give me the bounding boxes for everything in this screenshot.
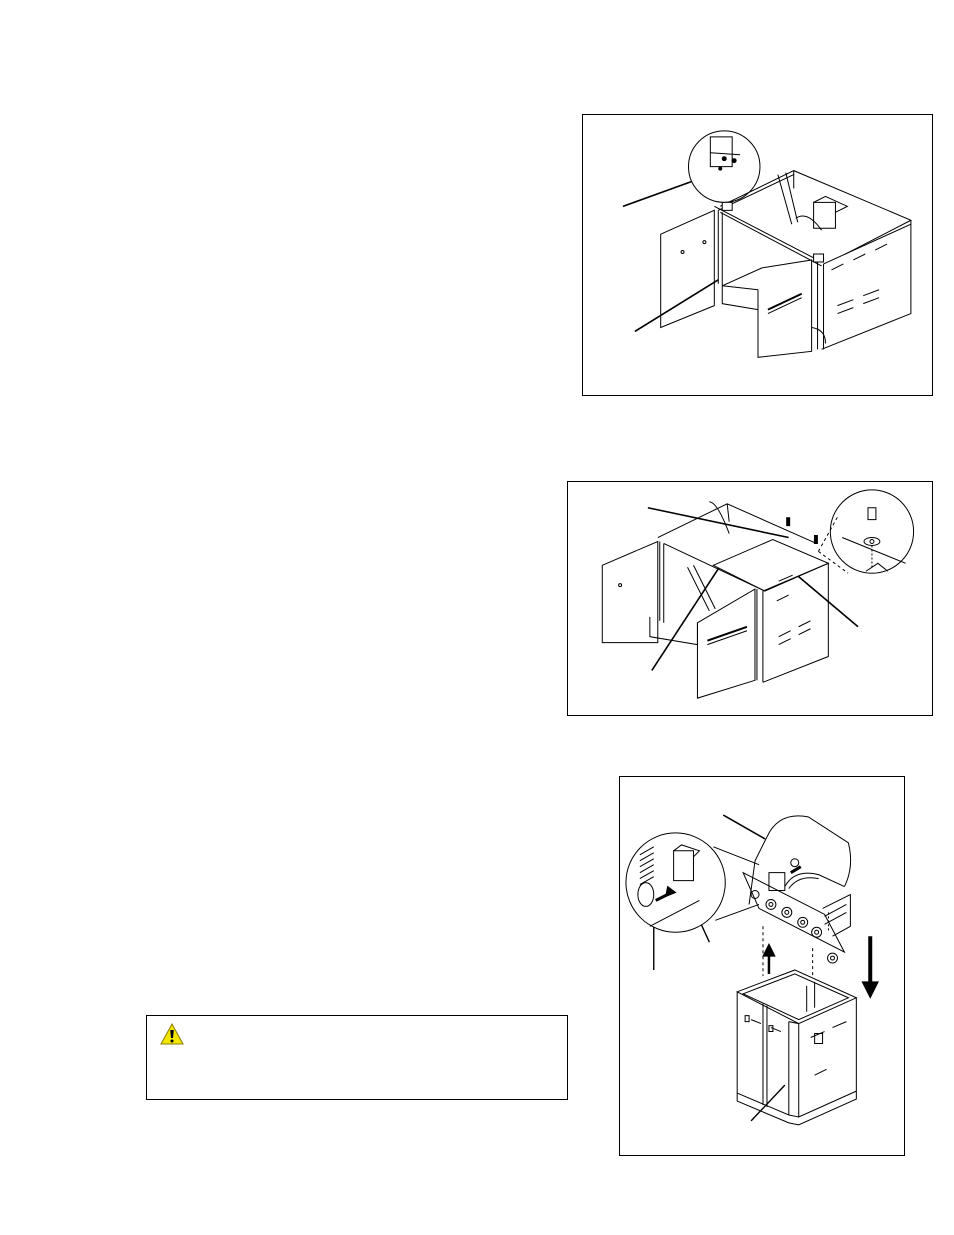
cabinet-top-panel-illustration bbox=[568, 482, 932, 715]
figure-2-cabinet-top-panel bbox=[567, 481, 933, 716]
warning-triangle-icon bbox=[159, 1022, 185, 1046]
caution-box bbox=[146, 1015, 568, 1100]
grill-head-mount-illustration bbox=[620, 777, 904, 1155]
cabinet-frame-illustration bbox=[583, 115, 932, 395]
figure-1-cabinet-frame bbox=[582, 114, 933, 396]
figure-3-grill-head-mount bbox=[619, 776, 905, 1156]
